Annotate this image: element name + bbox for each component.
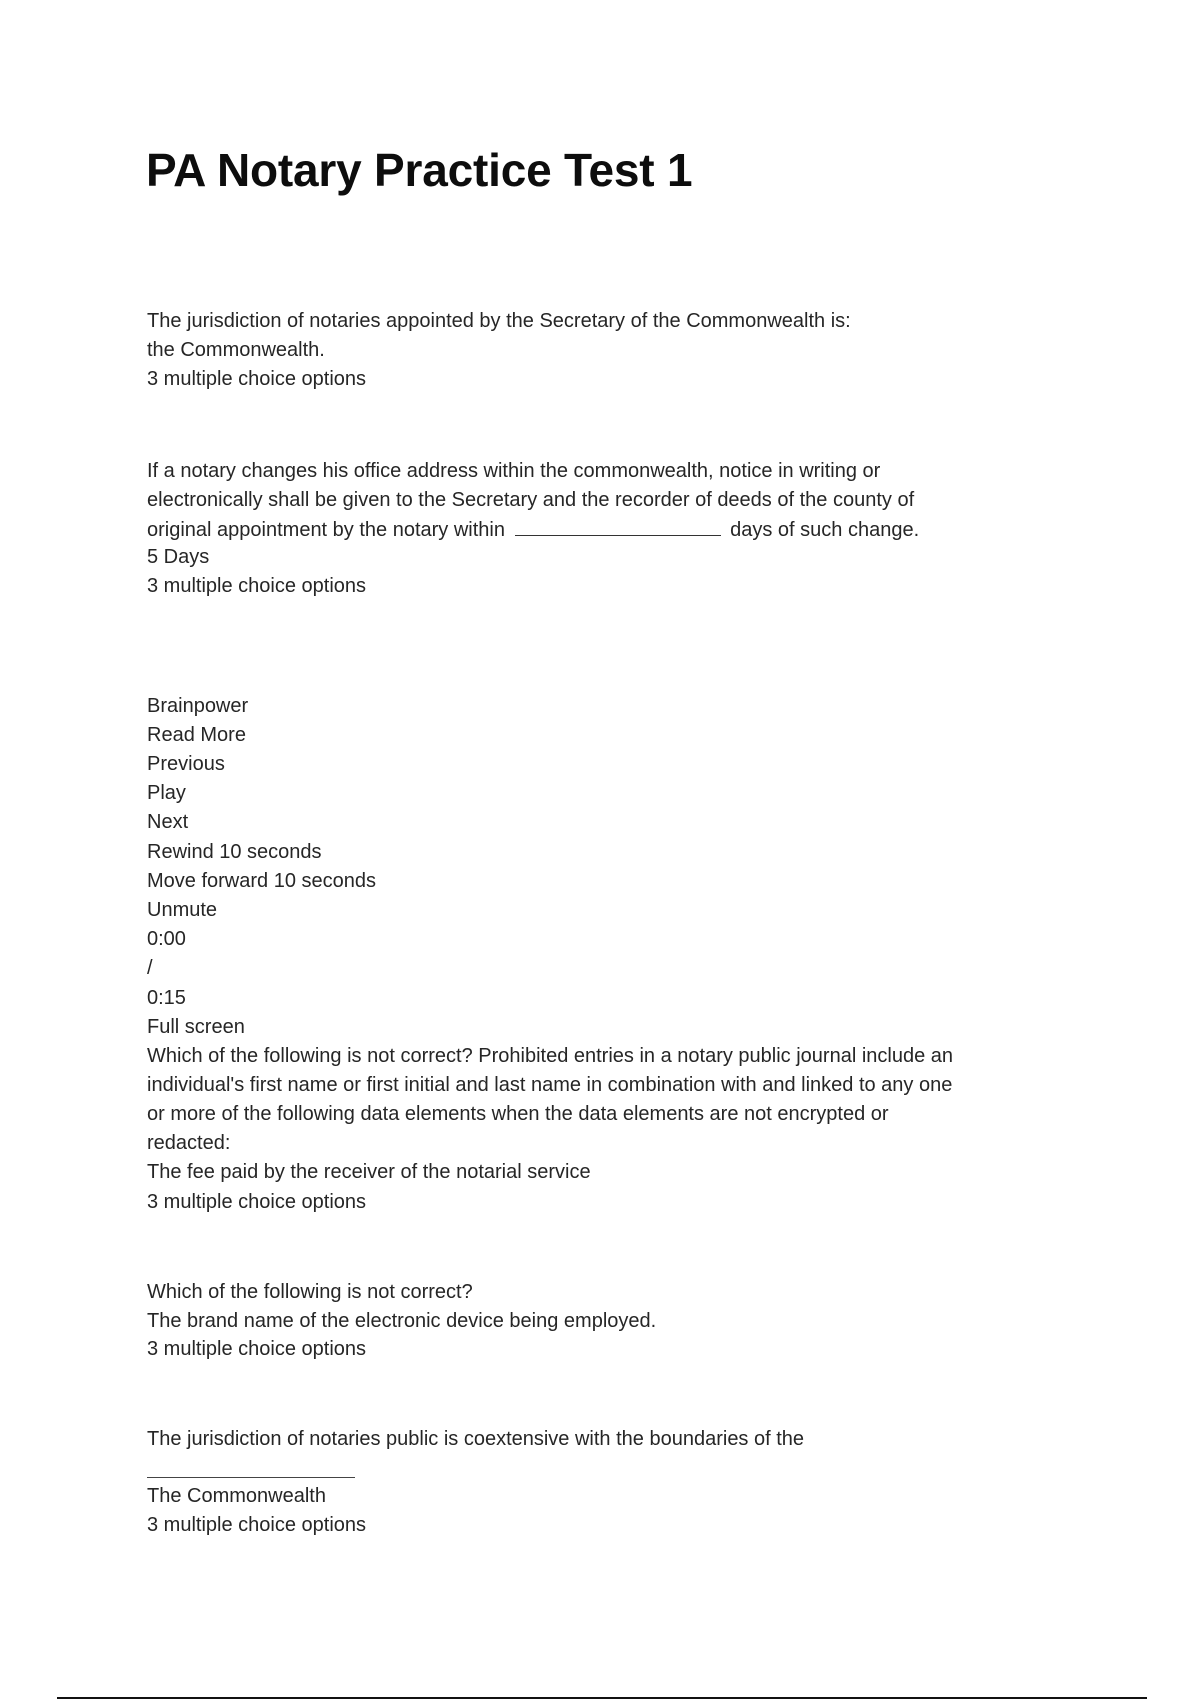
question-answer: The fee paid by the receiver of the notarial service	[147, 1161, 591, 1183]
fill-in-blank	[515, 517, 721, 536]
question-text: or more of the following data elements when the data elements are not encrypted or	[147, 1103, 889, 1125]
read-more-link[interactable]: Read More	[147, 724, 246, 746]
question-text-with-blank	[147, 517, 919, 542]
page-title: PA Notary Practice Test 1	[146, 144, 693, 196]
rewind-10s-button[interactable]: Rewind 10 seconds	[147, 841, 322, 863]
duration: 0:15	[147, 987, 186, 1009]
brainpower-label: Brainpower	[147, 695, 249, 717]
unmute-button[interactable]: Unmute	[147, 899, 218, 921]
options-count: 3 multiple choice options	[147, 1514, 367, 1536]
question-text: Which of the following is not correct?	[147, 1281, 473, 1303]
current-time: 0:00	[147, 928, 186, 950]
fill-in-blank	[147, 1477, 355, 1478]
next-button[interactable]: Next	[147, 811, 189, 833]
question-text: Which of the following is not correct? Prohibited entries in a notary public journal include an	[147, 1045, 953, 1067]
question-answer: The brand name of the electronic device being employed.	[147, 1310, 657, 1332]
question-text: If a notary changes his office address within the commonwealth, notice in writing or	[147, 460, 881, 482]
question-text: days of such change.	[730, 519, 920, 541]
question-text: electronically shall be given to the Secretary and the recorder of deeds of the county of	[147, 489, 915, 511]
question-text: The jurisdiction of notaries appointed by the Secretary of the Commonwealth is:	[147, 310, 851, 332]
page-bottom-divider	[57, 1697, 1147, 1699]
play-button[interactable]: Play	[147, 782, 186, 804]
options-count: 3 multiple choice options	[147, 1338, 367, 1360]
question-text: redacted:	[147, 1132, 231, 1154]
question-answer: The Commonwealth	[147, 1485, 326, 1507]
fullscreen-button[interactable]: Full screen	[147, 1016, 245, 1038]
forward-10s-button[interactable]: Move forward 10 seconds	[147, 870, 377, 892]
question-text: The jurisdiction of notaries public is coextensive with the boundaries of the	[147, 1428, 805, 1450]
question-answer: 5 Days	[147, 546, 210, 568]
question-text: original appointment by the notary within	[147, 519, 505, 541]
question-text: individual's first name or first initial and last name in combination with and linked to any one	[147, 1074, 953, 1096]
question-answer: the Commonwealth.	[147, 339, 325, 361]
previous-button[interactable]: Previous	[147, 753, 225, 775]
options-count: 3 multiple choice options	[147, 575, 367, 597]
options-count: 3 multiple choice options	[147, 1191, 367, 1213]
options-count: 3 multiple choice options	[147, 368, 367, 390]
time-separator: /	[147, 957, 153, 979]
